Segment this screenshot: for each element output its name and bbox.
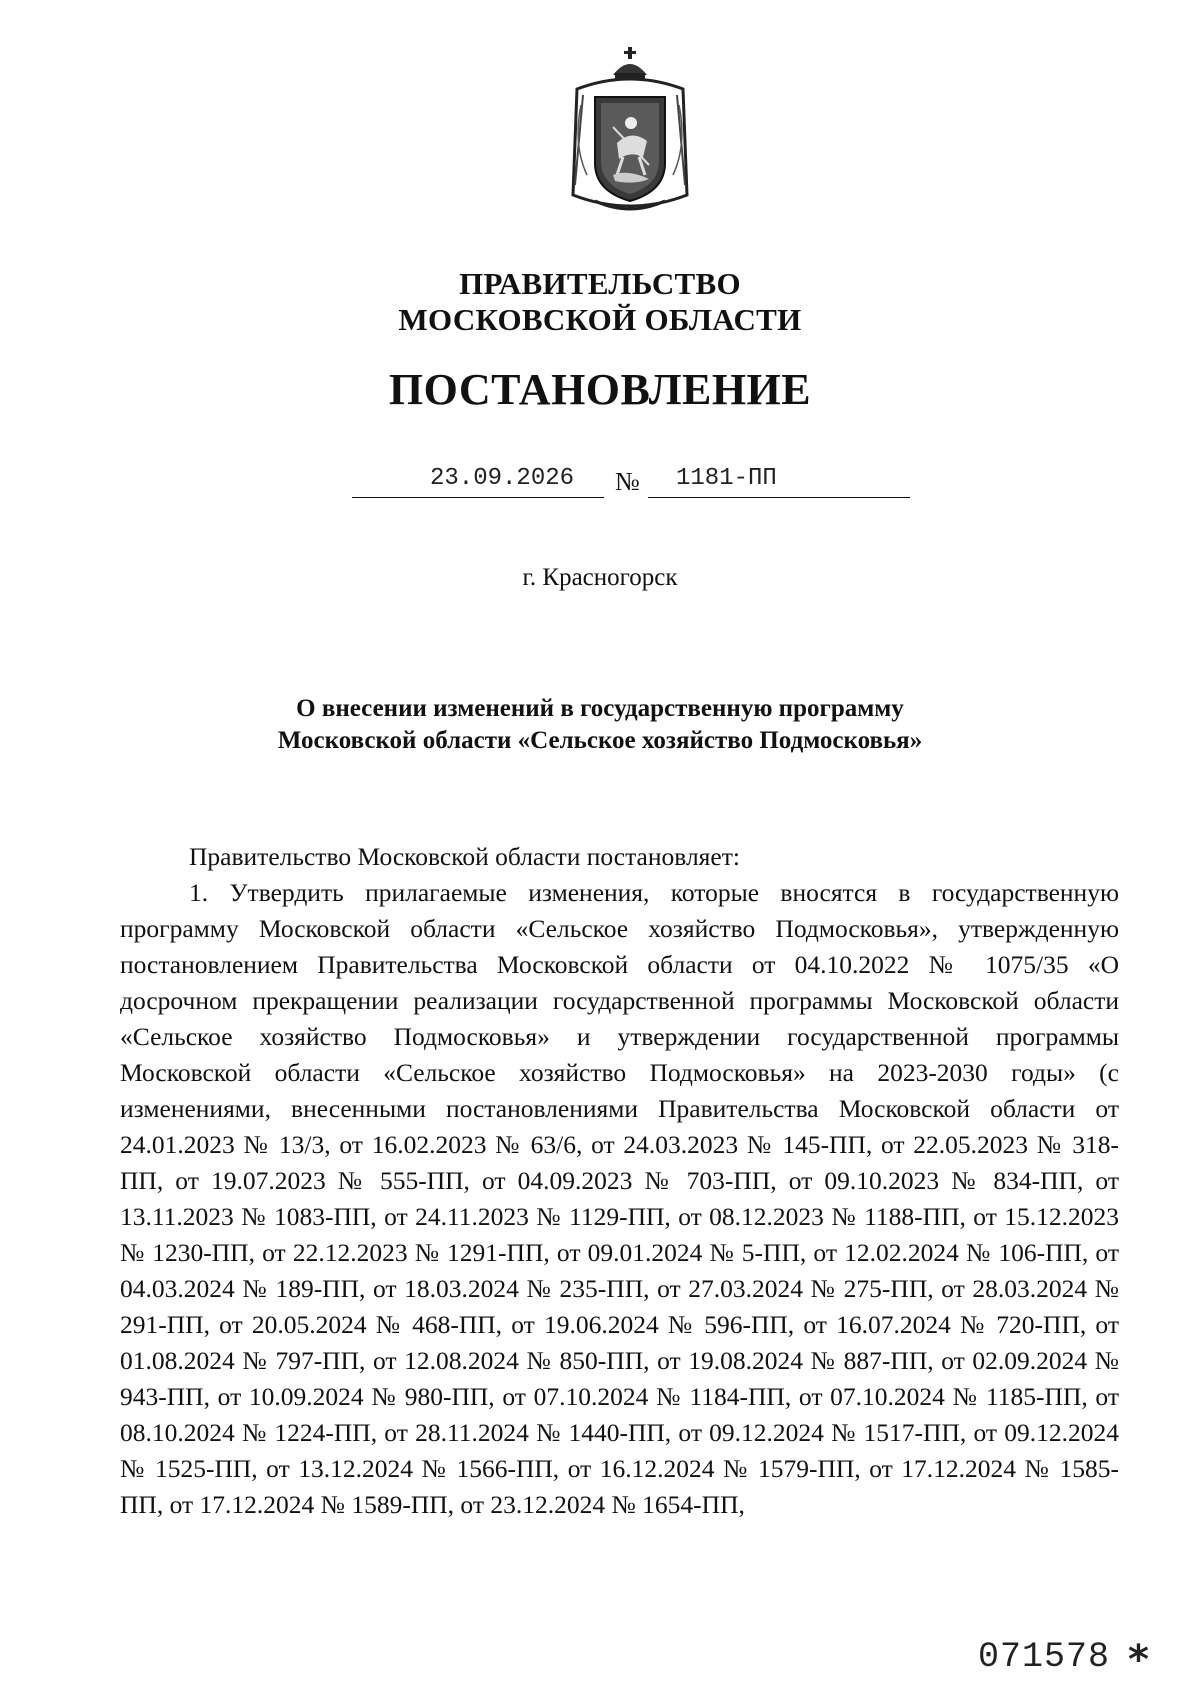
number-underline <box>648 497 910 498</box>
serial-number: 071578 <box>978 1637 1111 1677</box>
asterisk-mark: * <box>1128 1637 1149 1683</box>
subject-line-2: Московской области «Сельское хозяйство Подмосковья» <box>277 727 923 754</box>
subject-line-1: О внесении изменений в государственную программу <box>296 695 904 722</box>
organization-name-line-2: МОСКОВСКОЙ ОБЛАСТИ <box>398 302 802 337</box>
city-of-issue: г. Красногорск <box>522 564 678 591</box>
document-date: 23.09.2026 <box>430 465 575 492</box>
paragraph-1: 1. Утвердить прилагаемые изменения, которые вносятся в государственную программу Московской области «Сельское хозяйство Подмосковья», утвержденную постановлением Правительства Московской области от 04.10.2022 № 1075/35 «О досрочном прекращении реализации государственной программы Московской области «Сельское хозяйство Подмосковья» и утверждении государственной программы Московской области «Сельское хозяйство Подмосковья» на 2023-2030 годы» (с изменениями, внесенными постановлениями Правительства Московской области от 24.01.2023 № 13/3, от 16.02.2023 № 63/6, от 24.03.2023 № 145-ПП, от 22.05.2023 № 318-ПП, от 19.07.2023 № 555-ПП, от 04.09.2023 № 703-ПП, от 09.10.2023 № 834-ПП, от 13.11.2023 № 1083-ПП, от 24.11.2023 № 1129-ПП, от 08.12.2023 № 1188-ПП, от 15.12.2023 № 1230-ПП, от 22.12.2023 № 1291-ПП, от 09.01.2024 № 5-ПП, от 12.02.2024 № 106-ПП, от 04.03.2024 № 189-ПП, от 18.03.2024 № 235-ПП, от 27.03.2024 № 275-ПП, от 28.03.2024 № 291-ПП, от 20.05.2024 № 468-ПП, от 19.06.2024 № 596-ПП, от 16.07.2024 № 720-ПП, от 01.08.2024 № 797-ПП, от 12.08.2024 № 850-ПП, от 19.08.2024 № 887-ПП, от 02.09.2024 № 943-ПП, от 10.09.2024 № 980-ПП, от 07.10.2024 № 1184-ПП, от 07.10.2024 № 1185-ПП, от 08.10.2024 № 1224-ПП, от 28.11.2024 № 1440-ПП, от 09.12.2024 № 1517-ПП, от 09.12.2024 № 1525-ПП, от 13.12.2024 № 1566-ПП, от 16.12.2024 № 1579-ПП, от 17.12.2024 № 1585-ПП, от 17.12.2024 № 1589-ПП, от 23.12.2024 № 1654-ПП, <box>120 878 1119 1519</box>
number-sign: № <box>615 467 640 496</box>
document-type-title: ПОСТАНОВЛЕНИЕ <box>388 365 812 414</box>
organization-name-line-1: ПРАВИТЕЛЬСТВО <box>459 266 741 301</box>
date-underline <box>352 497 604 498</box>
preamble-text: Правительство Московской области постановляет: <box>189 842 740 871</box>
coat-of-arms-icon <box>565 45 695 220</box>
document-number: 1181-ПП <box>676 465 777 492</box>
